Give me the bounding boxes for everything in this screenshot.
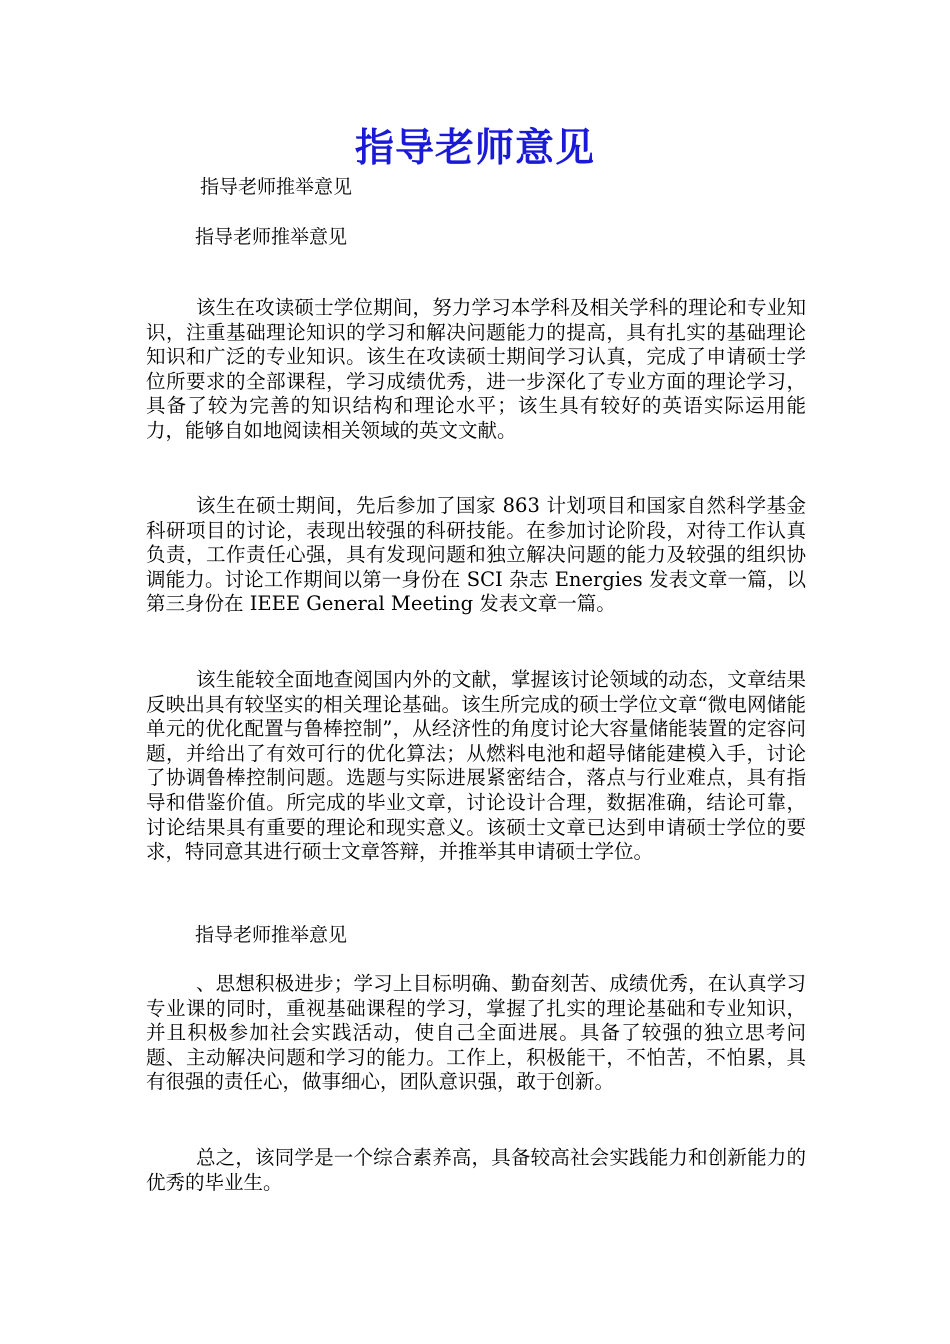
document-title: 指导老师意见 [354,126,595,171]
paragraph: 该生能较全面地查阅国内外的文献，掌握该讨论领域的动态，文章结果反映出具有较坚实的相关理论基础。该生所完成的硕士学位文章“微电网储能单元的优化配置与鲁棒控制”，从经济性的角度讨论大容量储能装置的定容问题，并给出了有效可行的优化算法；从燃料电池和超导储能建模入手，讨论了协调鲁棒控制问题。选题与实际进展紧密结合，落点与行业难点，具有指导和借鉴价值。所完成的毕业文章，讨论设计合理，数据准确，结论可靠，讨论结果具有重要的理论和现实意义。该硕士文章已达到申请硕士学位的要求，特同意其进行硕士文章答辩，并推举其申请硕士学位。 [146,668,806,864]
paragraph: 、思想积极进步；学习上目标明确、勤奋刻苦、成绩优秀，在认真学习专业课的同时，重视基础课程的学习，掌握了扎实的理论基础和专业知识，并且积极参加社会实践活动，使自己全面进展。具备了较强的独立思考问题、主动解决问题和学习的能力。工作上，积极能干，不怕苦，不怕累，具有很强的责任心，做事细心，团队意识强，敢于创新。 [146,972,806,1094]
document-subtitle: 指导老师推举意见 [200,176,353,198]
section-heading: 指导老师推举意见 [195,924,348,946]
paragraph: 该生在攻读硕士学位期间，努力学习本学科及相关学科的理论和专业知识，注重基础理论知识的学习和解决问题能力的提高，具有扎实的基础理论知识和广泛的专业知识。该生在攻读硕士期间学习认真，完成了申请硕士学位所要求的全部课程，学习成绩优秀，进一步深化了专业方面的理论学习，具备了较为完善的知识结构和理论水平；该生具有较好的英语实际运用能力，能够自如地阅读相关领域的英文文献。 [146,296,806,442]
paragraph: 总之，该同学是一个综合素养高，具备较高社会实践能力和创新能力的优秀的毕业生。 [146,1146,806,1194]
paragraph: 该生在硕士期间，先后参加了国家 863 计划项目和国家自然科学基金科研项目的讨论，表现出较强的科研技能。在参加讨论阶段，对待工作认真负责，工作责任心强，具有发现问题和独立解决问题的能力及较强的组织协调能力。讨论工作期间以第一身份在 SCI 杂志 Energies 发表文章一篇，以第三身份在 IEEE General Meeting 发表文章一篇。 [146,494,806,616]
section-heading: 指导老师推举意见 [195,226,348,248]
